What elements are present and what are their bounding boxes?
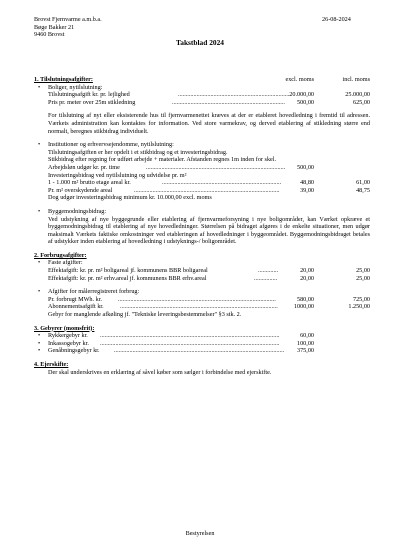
list-item xyxy=(34,84,370,92)
price-row xyxy=(34,91,370,99)
price-label: 1 - 1.000 m² brutto etage areal kr. xyxy=(48,179,131,187)
price-excl: 39,00 xyxy=(300,186,314,194)
boliger-label: Boliger, nytilslutning: xyxy=(48,83,103,91)
section-3-header-row xyxy=(34,325,370,333)
bullet-icon: • xyxy=(38,332,41,340)
bullet-icon: • xyxy=(38,288,41,296)
faste-label: Faste afgifter: xyxy=(48,259,83,267)
text-line: Der skal underskrives en erklæring af såvel køber som sælger i forbindelse med ejerskifte. xyxy=(48,368,272,376)
price-row xyxy=(34,267,370,275)
fee-label: Rykkergebyr kr. xyxy=(48,332,88,340)
leader-dots: ...................................................................................................... xyxy=(118,295,276,303)
section-3-heading: 3. Gebyrer (momsfrit): xyxy=(34,324,95,332)
company-name: Brovst Fjernvarme a.m.b.a. xyxy=(34,16,102,23)
leader-dots: ............................................................................. xyxy=(162,179,282,187)
price-incl: 25.000,00 xyxy=(345,91,370,99)
price-label: Pr. m² overskydende areal xyxy=(48,186,113,194)
fee-value: 375,00 xyxy=(296,347,314,355)
leader-dots: ......................................................................... xyxy=(178,91,291,99)
price-row xyxy=(34,303,370,311)
leader-dots: .............................................................................................................. xyxy=(114,347,285,355)
leader-dots: .............................................................................................. xyxy=(134,186,280,194)
price-row xyxy=(34,179,370,187)
bullet-icon: • xyxy=(38,207,41,215)
price-excl: 500,00 xyxy=(296,98,314,106)
text-line: Tilslutningsafgiften er her opdelt i et stikbidrag og et investeringsbidrag. xyxy=(48,148,228,156)
price-label: Pr. forbrugt MWh. kr. xyxy=(48,295,102,303)
price-excl: 580,00 xyxy=(296,295,314,303)
section-2-heading: 2. Forbrugsafgifter: xyxy=(34,251,87,259)
tariff-content xyxy=(34,76,370,376)
bullet-icon: • xyxy=(38,141,41,149)
leader-dots: ............... xyxy=(254,274,278,282)
bullet-icon: • xyxy=(38,259,41,267)
city-address: 9460 Brovst xyxy=(34,31,65,39)
street-address: Bøge Bakker 21 xyxy=(34,23,75,31)
price-label: Tilslutningsafgift kr. pr. lejlighed xyxy=(48,91,130,99)
price-label: Effektafgift: kr. pr. m² boligareal jf. kommunens BBR boligareal xyxy=(48,267,208,275)
section-4-header-row xyxy=(34,361,370,369)
paragraph: For tilslutning af nyt eller eksisterende hus til fjernvarmenettet kræves at der er etableret hovedledning i fremtid til adressen. Værkets administration kan kontaktes for information. Ved store varmekrav, og derved etablering af stikledning større end normalt, beregnes stikbidrag individuelt. xyxy=(48,112,370,135)
footer-signature: Bestyrelsen xyxy=(185,530,215,537)
paragraph: Ved udstykning af nye byggegrunde eller etablering af fjernvarmeforsyning i nye boligområder, kan Værket opkræve et byggemodningsbidrag til etablering af nye hovedledninger. Størrelsen på bidraget afgøres i de enkelte situationer, men udgør maksimalt Værkets faktiske omkostninger ved etableringen af hovedledninger i byggeområdet. Byggemodningsbidraget betales af udstykker inden etablering af hovedledning i udstyknings-/ boligområdet. xyxy=(48,215,370,246)
maaler-label: Afgifter for målerregistreret forbrug: xyxy=(48,288,140,296)
bullet-icon: • xyxy=(38,347,41,355)
price-incl: 25,00 xyxy=(356,274,370,282)
list-item xyxy=(34,141,370,149)
col-excl-header: excl. moms xyxy=(285,76,314,83)
fee-row xyxy=(34,347,370,355)
fee-row xyxy=(34,340,370,348)
price-excl: 1000,00 xyxy=(293,303,314,311)
institution-label: Institutioner og erhvervsejendomme, nytilslutning: xyxy=(48,141,174,149)
price-label: Effektafgift: kr. pr. m² erhv.areal jf. kommunens BBR erhv.areal xyxy=(48,274,207,282)
price-incl: 48,75 xyxy=(356,186,370,194)
section-4-heading: 4. Ejerskifte: xyxy=(34,361,69,368)
leader-dots: .................................................................................................................... xyxy=(100,332,280,340)
price-excl: 20,00 xyxy=(300,267,314,275)
fee-value: 100,00 xyxy=(296,339,314,347)
price-excl: 20,00 xyxy=(300,274,314,282)
price-label: Pris pr. meter over 25m stikledning xyxy=(48,98,136,106)
text-line: Dog udgør investeringsbidrag minimum kr. 10.000,00 excl. moms xyxy=(48,194,212,202)
list-item xyxy=(34,288,370,296)
sender-address xyxy=(34,16,102,39)
bullet-icon: • xyxy=(38,339,41,347)
price-row xyxy=(34,164,370,172)
section-2-header-row xyxy=(34,252,370,260)
price-incl: 25,00 xyxy=(356,267,370,275)
fee-row xyxy=(34,332,370,340)
price-row xyxy=(34,296,370,304)
document-title: Takstblad 2024 xyxy=(176,38,224,47)
section-1-header-row xyxy=(34,76,370,84)
price-excl: 48,80 xyxy=(300,179,314,187)
fee-label: Inkassogebyr kr. xyxy=(48,339,89,347)
text-line: Investeringsbidrag ved nytilslutning og udvidelse pr. m² xyxy=(48,171,187,179)
price-row xyxy=(34,99,370,107)
price-incl: 725,00 xyxy=(352,295,370,303)
list-item xyxy=(34,208,370,216)
price-incl: 61,00 xyxy=(356,179,370,187)
text-line: Gebyr for manglende afkøling jf. "Tekniske leveringsbestemmelser" §3 stk. 2. xyxy=(48,311,242,319)
price-incl: 625,00 xyxy=(352,98,370,106)
leader-dots: ............. xyxy=(258,267,279,275)
price-incl: 1.250,00 xyxy=(348,303,370,311)
leader-dots: ......................................................................... xyxy=(172,98,285,106)
document-date: 26-08-2024 xyxy=(322,16,351,23)
col-incl-header: incl. moms xyxy=(342,76,370,83)
price-label: Abonnementsafgift kr. xyxy=(48,303,104,311)
bullet-icon: • xyxy=(38,83,41,91)
fee-label: Genåbningsgebyr kr. xyxy=(48,347,100,355)
price-label: Arbejdsløn udgør kr. pr. time xyxy=(48,163,120,171)
byggemodning-label: Byggemodningsbidrag: xyxy=(48,207,107,215)
leader-dots: .......................................................................................... xyxy=(146,163,286,171)
leader-dots: ...................................................................................................... xyxy=(120,303,278,311)
text-line: Stikbidrag efter regning for udført arbejde + materialer. Afstanden regnes 1m inden for skel. xyxy=(48,156,277,164)
price-excl: 20.000,00 xyxy=(289,91,314,99)
price-row xyxy=(34,187,370,195)
price-excl: 500,00 xyxy=(296,163,314,171)
price-row xyxy=(34,275,370,283)
section-1-heading: 1. Tilslutningsafgifter: xyxy=(34,76,93,83)
fee-value: 60,00 xyxy=(300,332,314,340)
list-item xyxy=(34,259,370,267)
leader-dots: .................................................................................................................... xyxy=(100,339,280,347)
